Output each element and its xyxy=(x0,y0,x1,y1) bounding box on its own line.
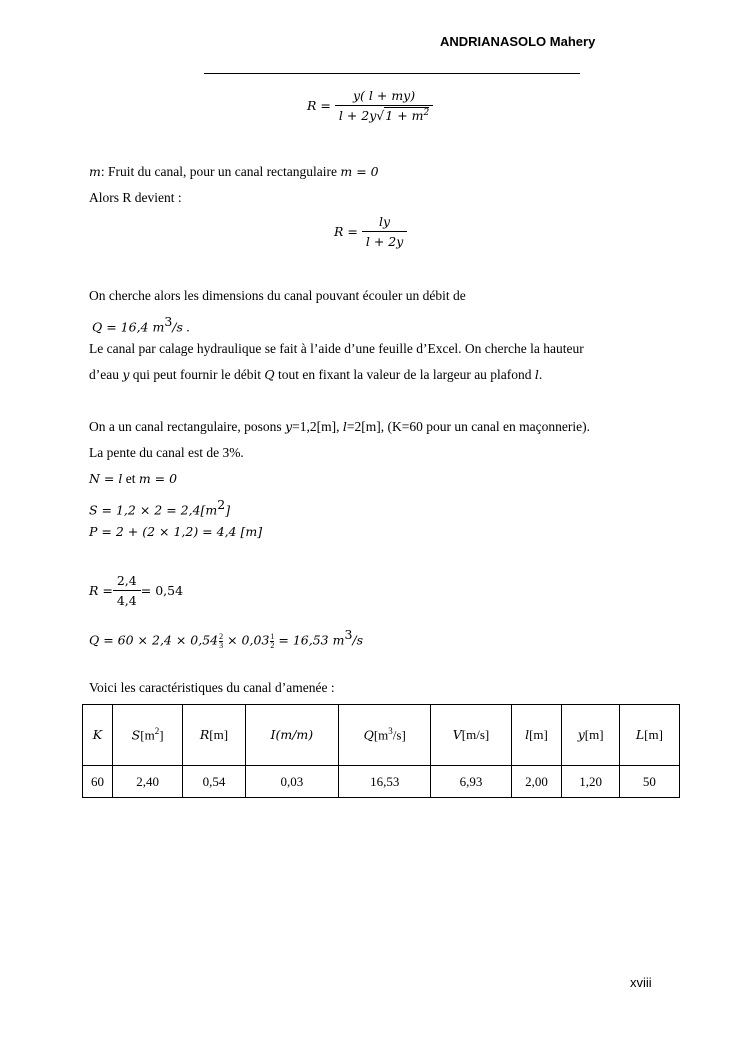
text-span: =2[m], (K=60 pour un canal en maçonnerie). xyxy=(346,419,590,434)
fraction xyxy=(362,214,407,249)
text-span: qui peut fournir le débit xyxy=(129,367,265,382)
header-y xyxy=(562,705,619,766)
text-span: =1,2[m], xyxy=(292,419,343,434)
exp-den: 3 xyxy=(219,640,224,650)
header-unit-end: /s] xyxy=(392,727,406,743)
header-symbol: S xyxy=(131,727,141,743)
math-y: y xyxy=(122,367,130,382)
p-equation xyxy=(89,523,262,541)
root-exponent: 2 xyxy=(423,108,430,118)
math-l: l xyxy=(534,367,539,382)
page-number: xviii xyxy=(630,975,652,990)
math-y: y xyxy=(285,419,293,434)
q-value: Q = 16,4 m xyxy=(92,319,165,335)
math-l: l xyxy=(342,419,347,434)
exp-num: 2 xyxy=(219,631,224,641)
header-l xyxy=(511,705,562,766)
m-text: : Fruit du canal, pour un canal rectangulaire xyxy=(100,164,341,179)
header-q xyxy=(338,705,430,766)
header-symbol: K xyxy=(92,727,103,742)
rectangular-line xyxy=(89,418,590,436)
numerator: y( l + my) xyxy=(352,88,416,103)
text-span: . xyxy=(538,367,543,382)
m-definition xyxy=(89,163,379,181)
text-span: On a un canal rectangulaire, posons xyxy=(89,419,286,434)
root-base: 1 + m xyxy=(385,108,424,124)
formula-lhs: R = xyxy=(334,224,358,239)
table-cell: 6,93 xyxy=(431,766,511,798)
header-symbol: Q xyxy=(363,727,374,743)
header-v xyxy=(431,705,511,766)
math-s: S = 1,2 × 2 = 2,4[m xyxy=(89,502,218,518)
q-dot: . xyxy=(182,319,190,335)
header-unit: [m] xyxy=(209,727,229,742)
s-exponent: 2 xyxy=(217,497,226,512)
table-cell: 0,03 xyxy=(245,766,338,798)
numerator: ly xyxy=(379,214,391,229)
s-equation xyxy=(89,496,230,520)
formula-rhs: = 0,54 xyxy=(140,583,184,598)
q-exponent: 3 xyxy=(344,627,353,642)
table-cell: 0,54 xyxy=(183,766,245,798)
table-cell: 60 xyxy=(83,766,113,798)
q-target-line xyxy=(92,313,190,337)
header-unit: [m] xyxy=(529,727,548,742)
fraction xyxy=(113,573,141,608)
math-p: P = 2 + (2 × 1,2) = 4,4 [m] xyxy=(89,524,263,539)
text-span: d’eau xyxy=(89,367,123,382)
q-part: /s xyxy=(352,632,364,648)
header-symbol: I(m/m) xyxy=(270,727,314,742)
header-sup: 3 xyxy=(388,726,393,737)
header-sup: 2 xyxy=(154,726,160,737)
text-span: et xyxy=(122,471,139,486)
math-n: N = l xyxy=(89,471,123,486)
q-part: × 0,03 xyxy=(223,632,270,648)
numerator: 2,4 xyxy=(116,573,137,588)
formula-r-general xyxy=(307,88,433,123)
header-symbol: V xyxy=(452,727,462,742)
math-s-end: ] xyxy=(225,502,231,518)
alors-line: Alors R devient : xyxy=(89,190,182,205)
calage-line-1: Le canal par calage hydraulique se fait à l’aide d’une feuille d’Excel. On cherche la hauteur xyxy=(89,341,584,356)
characteristics-table xyxy=(82,704,680,798)
table-header-row xyxy=(83,705,680,766)
formula-lhs: R = xyxy=(89,583,113,598)
table-cell: 50 xyxy=(619,766,679,798)
header-unit: [m/s] xyxy=(461,727,490,742)
exp-den: 2 xyxy=(270,640,275,650)
header-r xyxy=(183,705,245,766)
formula-r-numeric xyxy=(89,573,183,608)
header-symbol: y xyxy=(577,727,585,742)
denominator: l + 2y xyxy=(362,231,407,249)
formula-q xyxy=(89,626,363,650)
math-m: m = 0 xyxy=(138,471,178,486)
header-k xyxy=(83,705,113,766)
formula-lhs: R = xyxy=(307,98,331,114)
formula-r-rect xyxy=(334,214,407,249)
text-span: tout en fixant la valeur de la largeur au plafond xyxy=(274,367,535,382)
denominator: 4,4 xyxy=(113,590,141,608)
author-name: ANDRIANASOLO Mahery xyxy=(440,34,596,49)
header-unit: [m xyxy=(140,727,155,743)
table-row xyxy=(83,766,680,798)
header-unit: [m] xyxy=(644,727,663,742)
math-q: Q xyxy=(264,367,275,382)
voici-line: Voici les caractéristiques du canal d’amenée : xyxy=(89,680,335,695)
header-i xyxy=(245,705,338,766)
sqrt-sign: √ xyxy=(376,108,385,124)
header-unit-end: ] xyxy=(159,727,164,743)
q-part: Q = 60 × 2,4 × 0,54 xyxy=(89,632,219,648)
table-cell: 2,00 xyxy=(511,766,562,798)
header-symbol: L xyxy=(635,727,645,742)
q-exponent: 3 xyxy=(164,314,173,329)
fraction xyxy=(335,88,433,123)
sqrt-content xyxy=(384,107,429,123)
header-unit: [m] xyxy=(584,727,604,742)
calage-line-2 xyxy=(89,366,542,384)
m-symbol: m xyxy=(89,164,101,179)
header-s xyxy=(112,705,182,766)
m-equation: m = 0 xyxy=(340,164,379,179)
denominator xyxy=(335,105,433,123)
denominator-left: l + 2y xyxy=(338,108,377,124)
header-rule xyxy=(204,73,580,74)
header-unit: [m xyxy=(373,727,389,743)
pente-line: La pente du canal est de 3%. xyxy=(89,445,244,460)
q-unit: /s xyxy=(172,319,183,335)
table-cell: 2,40 xyxy=(112,766,182,798)
header-length xyxy=(619,705,679,766)
table-cell: 16,53 xyxy=(338,766,430,798)
table-cell: 1,20 xyxy=(562,766,619,798)
q-part: = 16,53 m xyxy=(274,632,345,648)
header-symbol: l xyxy=(525,727,530,742)
header-symbol: R xyxy=(199,727,210,742)
on-cherche-line: On cherche alors les dimensions du canal pouvant écouler un débit de xyxy=(89,288,466,303)
n-equation xyxy=(89,470,177,488)
exp-num: 1 xyxy=(270,631,275,641)
